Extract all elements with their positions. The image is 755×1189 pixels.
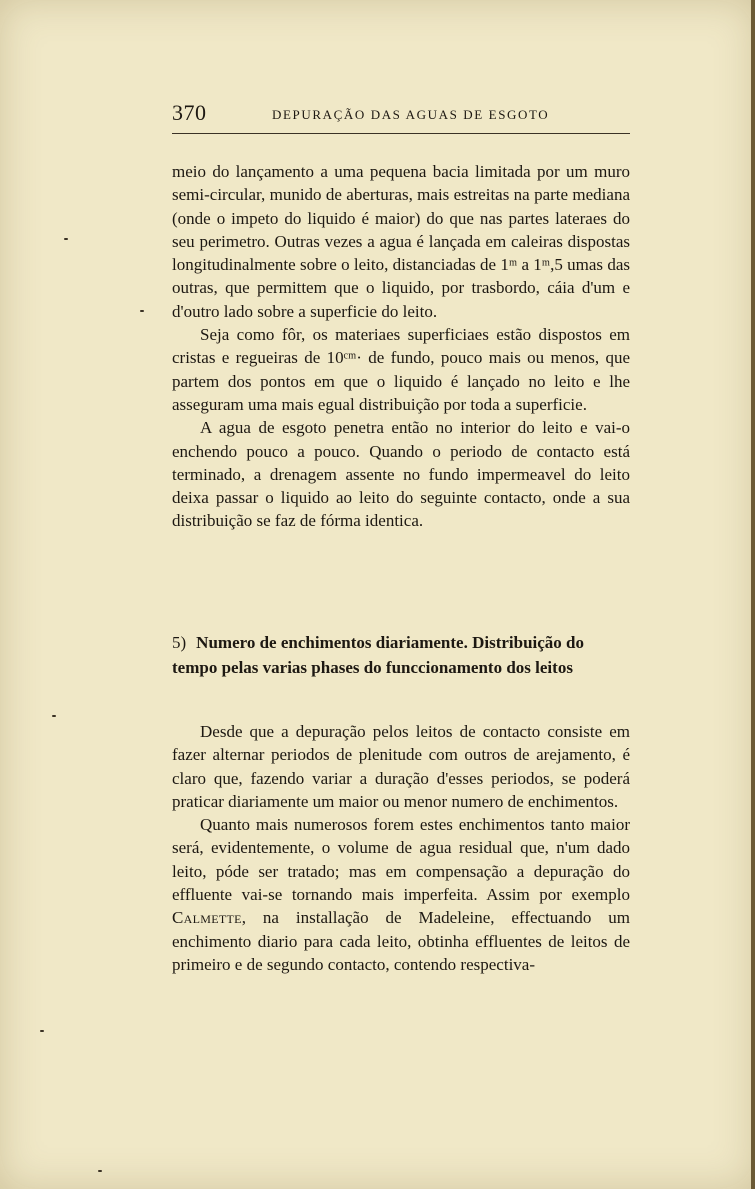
section-title: Numero de enchimentos diariamente. Distribuição do tempo pelas varias phases do funccionamento dos leitos xyxy=(172,633,585,677)
paper-speck xyxy=(140,310,144,312)
body-text-top xyxy=(172,160,630,533)
paper-speck xyxy=(64,238,68,240)
paper-speck xyxy=(52,715,56,717)
paragraph: Desde que a depuração pelos leitos de contacto consiste em fazer alternar periodos de plenitude com outros de arejamento, é claro que, fazendo variar a duração d'esses periodos, se poderá praticar diariamente um maior ou menor numero de enchimentos. xyxy=(172,722,630,811)
paragraph-text: Quanto mais numerosos forem estes enchimentos tanto maior será, evidentemente, o volume de agua residual que, n'um dado leito, póde ser tratado; mas em compensação a depuração do effluente vai-se tornando mais imperfeita. Assim por exemplo xyxy=(172,815,630,905)
paper-speck xyxy=(40,1030,44,1032)
paragraph: Seja como fôr, os materiaes superficiaes estão dispostos em cristas e regueiras de 10ᶜᵐ· de fundo, pouco mais ou menos, que partem dos pontos em que o liquido é lançado no leito e lhe asseguram uma mais egual distribuição por toda a superficie. xyxy=(172,325,630,414)
section-number: 5) xyxy=(172,633,187,652)
paper-speck xyxy=(98,1170,102,1172)
body-text-bottom xyxy=(172,720,630,976)
page-number: 370 xyxy=(172,100,207,125)
paragraph-text: , na installação de Madeleine, effectuando um enchimento diario para cada leito, obtinha effluentes de leitos de primeiro e de segundo contacto, contendo respectiva- xyxy=(172,908,630,974)
section-heading xyxy=(172,630,630,680)
paragraph: A agua de esgoto penetra então no interior do leito e vai-o enchendo pouco a pouco. Quando o periodo de contacto está terminado, a drenagem assente no fundo impermeavel do leito deixa passar o liquido ao leito do seguinte contacto, onde a sua distribuição se faz de fórma identica. xyxy=(172,418,630,531)
paragraph xyxy=(172,813,630,976)
running-head: DEPURAÇÃO DAS AGUAS DE ESGOTO xyxy=(272,107,550,122)
paragraph: meio do lançamento a uma pequena bacia limitada por um muro semi-circular, munido de aberturas, mais estreitas na parte mediana (onde o impeto do liquido é maior) do que nas partes lateraes do seu perimetro. Outras vezes a agua é lançada em caleiras dispostas longitudinalmente sobre o leito, distanciadas de 1ᵐ a 1ᵐ,5 umas das outras, que permittem que o liquido, por trasbordo, cáia d'um e d'outro lado sobre a superficie do leito. xyxy=(172,162,630,321)
author-name: Calmette xyxy=(172,908,242,928)
header-rule xyxy=(172,133,630,134)
